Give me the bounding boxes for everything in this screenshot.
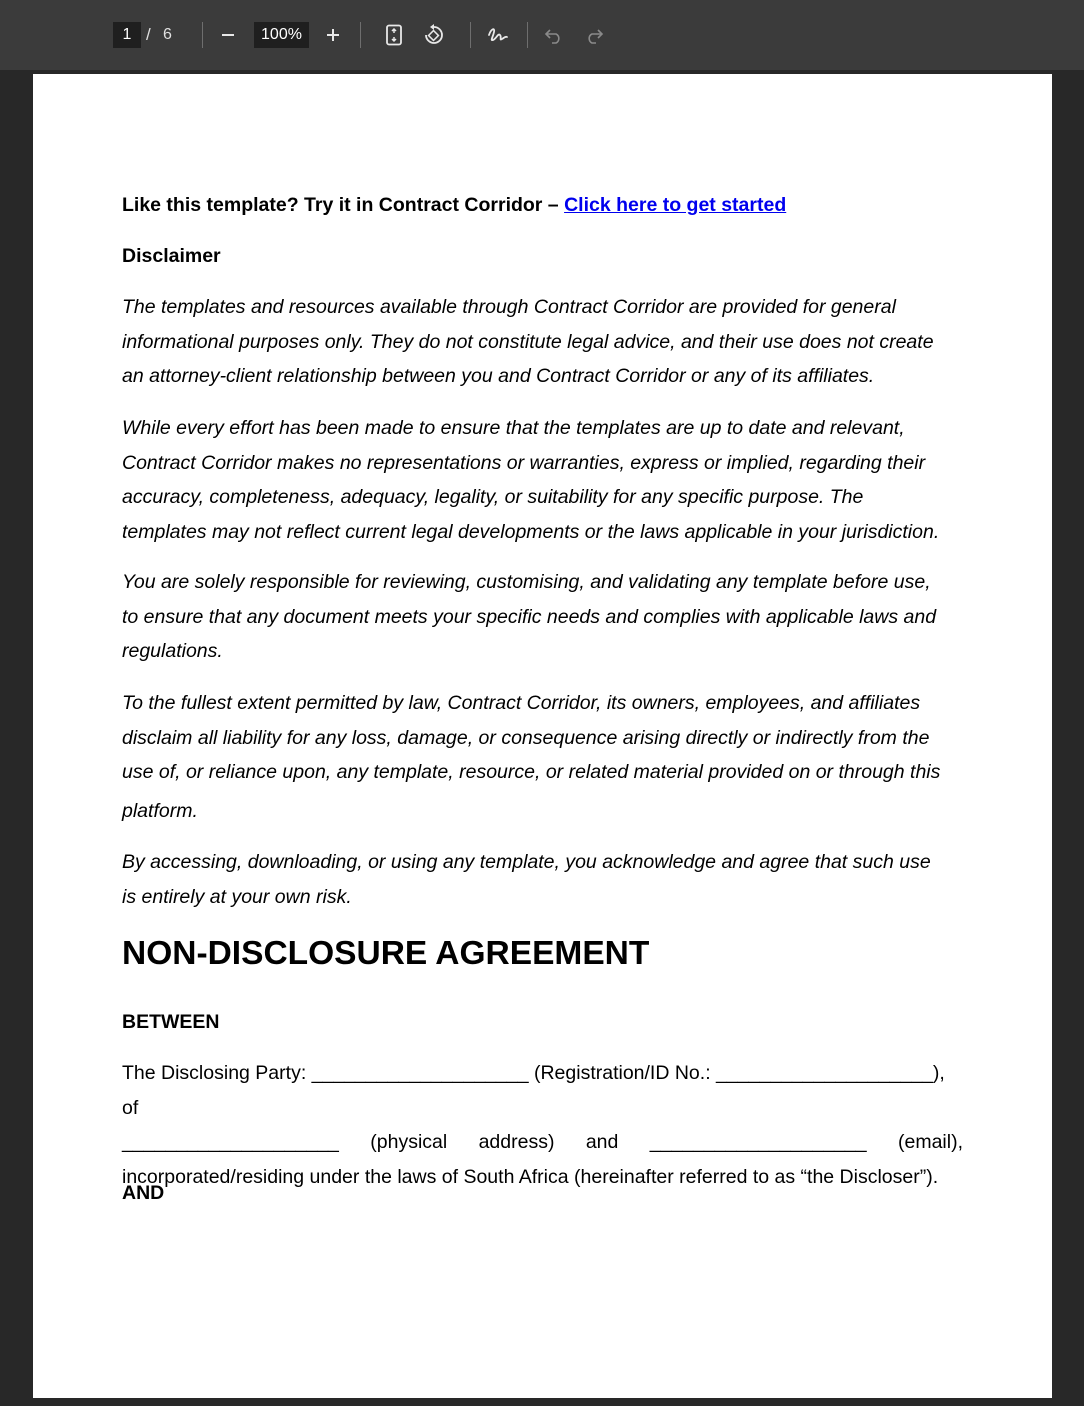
justified-line bbox=[122, 1125, 963, 1160]
text-line: You are solely responsible for reviewing, customising, and validating any template before use, bbox=[122, 571, 931, 593]
undo-button[interactable] bbox=[541, 22, 567, 48]
text-line: use of, or reliance upon, any template, resource, or related material provided on or through this bbox=[122, 761, 941, 784]
draw-button[interactable] bbox=[485, 22, 511, 48]
toolbar-divider bbox=[202, 22, 203, 48]
disclaimer-paragraph bbox=[122, 411, 963, 549]
plus-icon bbox=[325, 27, 341, 43]
disclaimer-paragraph bbox=[122, 290, 963, 394]
between-heading: BETWEEN bbox=[122, 1011, 220, 1033]
text-line: The Disclosing Party: ____________________ (Registration/ID No.: ____________________), of bbox=[122, 1062, 945, 1119]
text-line: accuracy, completeness, adequacy, legality, or suitability for any specific purpose. The bbox=[122, 486, 864, 509]
disclaimer-paragraph bbox=[122, 845, 963, 914]
zoom-out-button[interactable] bbox=[215, 22, 241, 48]
rotate-button[interactable] bbox=[421, 22, 447, 48]
pdf-toolbar bbox=[0, 0, 1084, 70]
text-line: Contract Corridor makes no representations or warranties, express or implied, regarding their bbox=[122, 451, 926, 474]
toolbar-divider bbox=[360, 22, 361, 48]
total-pages: 6 bbox=[163, 26, 172, 43]
disclaimer-heading: Disclaimer bbox=[122, 245, 221, 267]
get-started-link[interactable]: Click here to get started bbox=[564, 194, 787, 216]
zoom-in-button[interactable] bbox=[320, 22, 346, 48]
draw-icon bbox=[487, 25, 509, 45]
text-line: disclaim all liability for any loss, damage, or consequence arising directly or indirectly from the bbox=[122, 726, 930, 749]
disclaimer-paragraph bbox=[122, 686, 963, 828]
text-line: To the fullest extent permitted by law, Contract Corridor, its owners, employees, and affiliates bbox=[122, 692, 921, 714]
redo-icon bbox=[584, 26, 604, 44]
fit-page-icon bbox=[385, 24, 403, 46]
text-line: informational purposes only. They do not constitute legal advice, and their use does not create bbox=[122, 330, 934, 353]
email-blank: ____________________ bbox=[649, 1131, 867, 1154]
toolbar-divider bbox=[470, 22, 471, 48]
text-line: regulations. bbox=[122, 640, 223, 663]
text-line: an attorney-client relationship between you and Contract Corridor or any of its affiliates. bbox=[122, 365, 875, 388]
text-word: address) bbox=[478, 1131, 555, 1154]
disclaimer-paragraph bbox=[122, 565, 963, 669]
rotate-icon bbox=[423, 24, 445, 46]
promo-line bbox=[122, 188, 963, 223]
zoom-level-input[interactable]: 100% bbox=[254, 22, 309, 48]
text-line: The templates and resources available through Contract Corridor are provided for general bbox=[122, 296, 896, 318]
agreement-title: NON-DISCLOSURE AGREEMENT bbox=[122, 935, 650, 972]
text-word: and bbox=[585, 1131, 619, 1154]
disclosing-party-clause bbox=[122, 1056, 963, 1194]
text-line: While every effort has been made to ensure that the templates are up to date and relevant, bbox=[122, 417, 905, 439]
pdf-page bbox=[33, 74, 1052, 1398]
page-separator: / bbox=[146, 25, 151, 44]
undo-icon bbox=[544, 26, 564, 44]
page-number-input[interactable]: 1 bbox=[113, 22, 141, 48]
and-heading: AND bbox=[122, 1182, 165, 1204]
toolbar-divider bbox=[527, 22, 528, 48]
text-word: (email), bbox=[897, 1131, 963, 1154]
redo-button[interactable] bbox=[581, 22, 607, 48]
text-line: platform. bbox=[122, 799, 198, 822]
text-line: incorporated/residing under the laws of South Africa (hereinafter referred to as “the Discloser”). bbox=[122, 1165, 939, 1188]
address-blank: ____________________ bbox=[122, 1131, 339, 1154]
text-line: By accessing, downloading, or using any template, you acknowledge and agree that such use bbox=[122, 851, 931, 873]
text-line: templates may not reflect current legal developments or the laws applicable in your jurisdiction. bbox=[122, 520, 940, 543]
text-word: (physical bbox=[370, 1131, 448, 1154]
text-line: to ensure that any document meets your specific needs and complies with applicable laws and bbox=[122, 605, 937, 628]
text-line: is entirely at your own risk. bbox=[122, 885, 352, 908]
minus-icon bbox=[220, 27, 236, 43]
fit-page-button[interactable] bbox=[381, 22, 407, 48]
promo-text: Like this template? Try it in Contract Corridor – bbox=[122, 194, 559, 216]
